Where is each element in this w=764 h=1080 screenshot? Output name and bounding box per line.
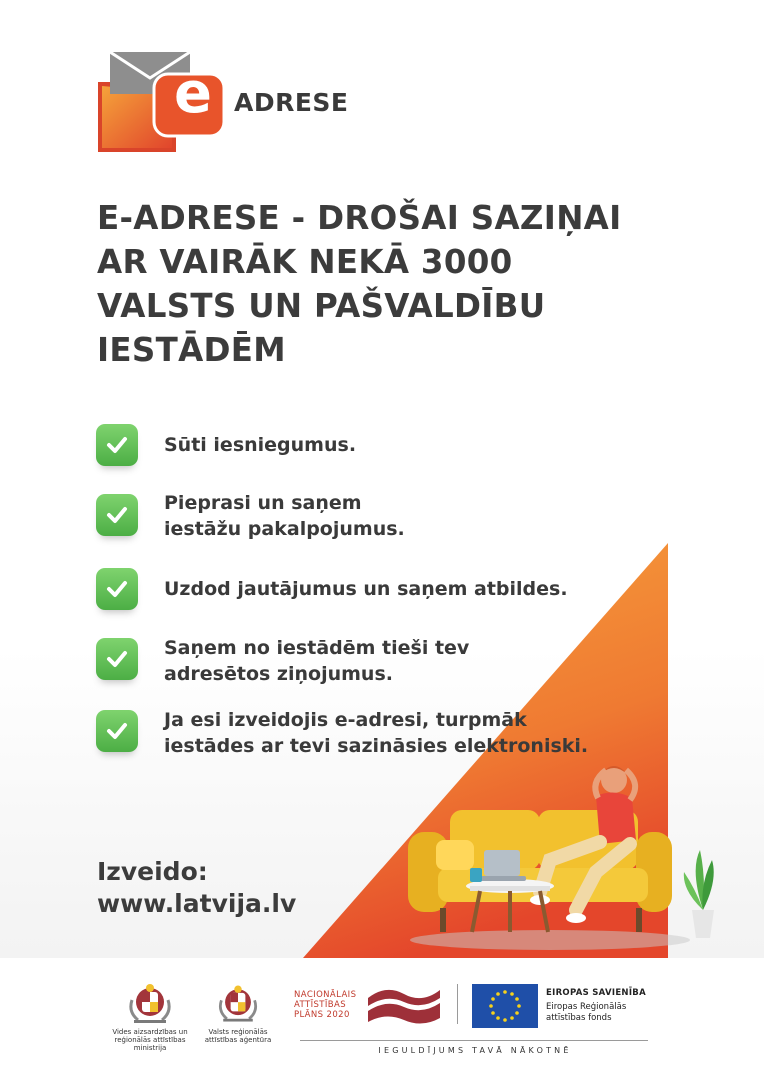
checkmark-icon	[96, 638, 138, 680]
nap-line: ATTĪSTĪBAS	[294, 1000, 347, 1010]
benefit-text	[164, 432, 356, 458]
headline-line: AR VAIRĀK NEKĀ 3000	[97, 243, 513, 281]
benefit-line: Uzdod jautājumus un saņem atbildes.	[164, 578, 568, 600]
latvia-coat-of-arms-icon	[214, 982, 262, 1026]
cta-url[interactable]: www.latvija.lv	[97, 889, 297, 918]
tagline: IEGULDĪJUMS TAVĀ NĀKOTNĒ	[378, 1046, 572, 1055]
headline-line: E-ADRESE - DROŠAI SAZIŅAI	[97, 199, 622, 237]
benefit-text	[164, 490, 405, 542]
nap-2020-text	[294, 990, 356, 1020]
benefit-line: Ja esi izveidojis e-adresi, turpmāk	[164, 709, 527, 731]
benefit-line: adresētos ziņojumus.	[164, 663, 393, 685]
headline	[97, 196, 697, 372]
cta-label: Izveido:	[97, 857, 208, 886]
benefit-line: iestādes ar tevi sazināsies elektroniski.	[164, 735, 589, 757]
benefit-text	[164, 576, 568, 602]
nap-line: PLĀNS 2020	[294, 1010, 350, 1020]
tagline-rule	[300, 1040, 648, 1041]
eu-fund-line: attīstības fonds	[546, 1013, 612, 1023]
eu-fund-line: Eiropas Reģionālās	[546, 1002, 627, 1012]
checkmark-icon	[96, 424, 138, 466]
checkmark-icon	[96, 494, 138, 536]
benefit-line: iestāžu pakalpojumus.	[164, 518, 405, 540]
eu-fund-label	[546, 1002, 626, 1024]
nap-line: NACIONĀLAIS	[294, 990, 357, 1000]
person-on-sofa-illustration	[400, 760, 730, 960]
logo-letter: e	[174, 61, 212, 126]
ministry-label	[108, 1028, 192, 1052]
logo-wordmark: ADRESE	[234, 88, 349, 117]
ministry-label-line: reģionālās attīstības	[114, 1036, 186, 1044]
ministry-label-line: ministrija	[133, 1044, 167, 1052]
call-to-action	[97, 856, 296, 920]
eu-flag-icon	[472, 984, 538, 1028]
benefit-text	[164, 635, 469, 687]
agency-label	[198, 1028, 278, 1044]
latvian-flag-ribbon-icon	[366, 984, 442, 1024]
ministry-label-line: Vides aizsardzības un	[112, 1028, 188, 1036]
benefit-line: Sūti iesniegumus.	[164, 434, 357, 456]
agency-label-line: Valsts reģionālās	[208, 1028, 268, 1036]
checkmark-icon	[96, 568, 138, 610]
agency-label-line: attīstības aģentūra	[204, 1036, 272, 1044]
headline-line: IESTĀDĒM	[97, 331, 286, 369]
latvia-coat-of-arms-icon	[124, 982, 176, 1026]
eu-title: EIROPAS SAVIENĪBA	[546, 988, 646, 998]
footer-divider	[457, 984, 458, 1024]
benefit-line: Saņem no iestādēm tieši tev	[164, 637, 470, 659]
benefit-line: Pieprasi un saņem	[164, 492, 362, 514]
benefit-text	[164, 707, 588, 759]
headline-line: VALSTS UN PAŠVALDĪBU	[97, 287, 546, 325]
checkmark-icon	[96, 710, 138, 752]
